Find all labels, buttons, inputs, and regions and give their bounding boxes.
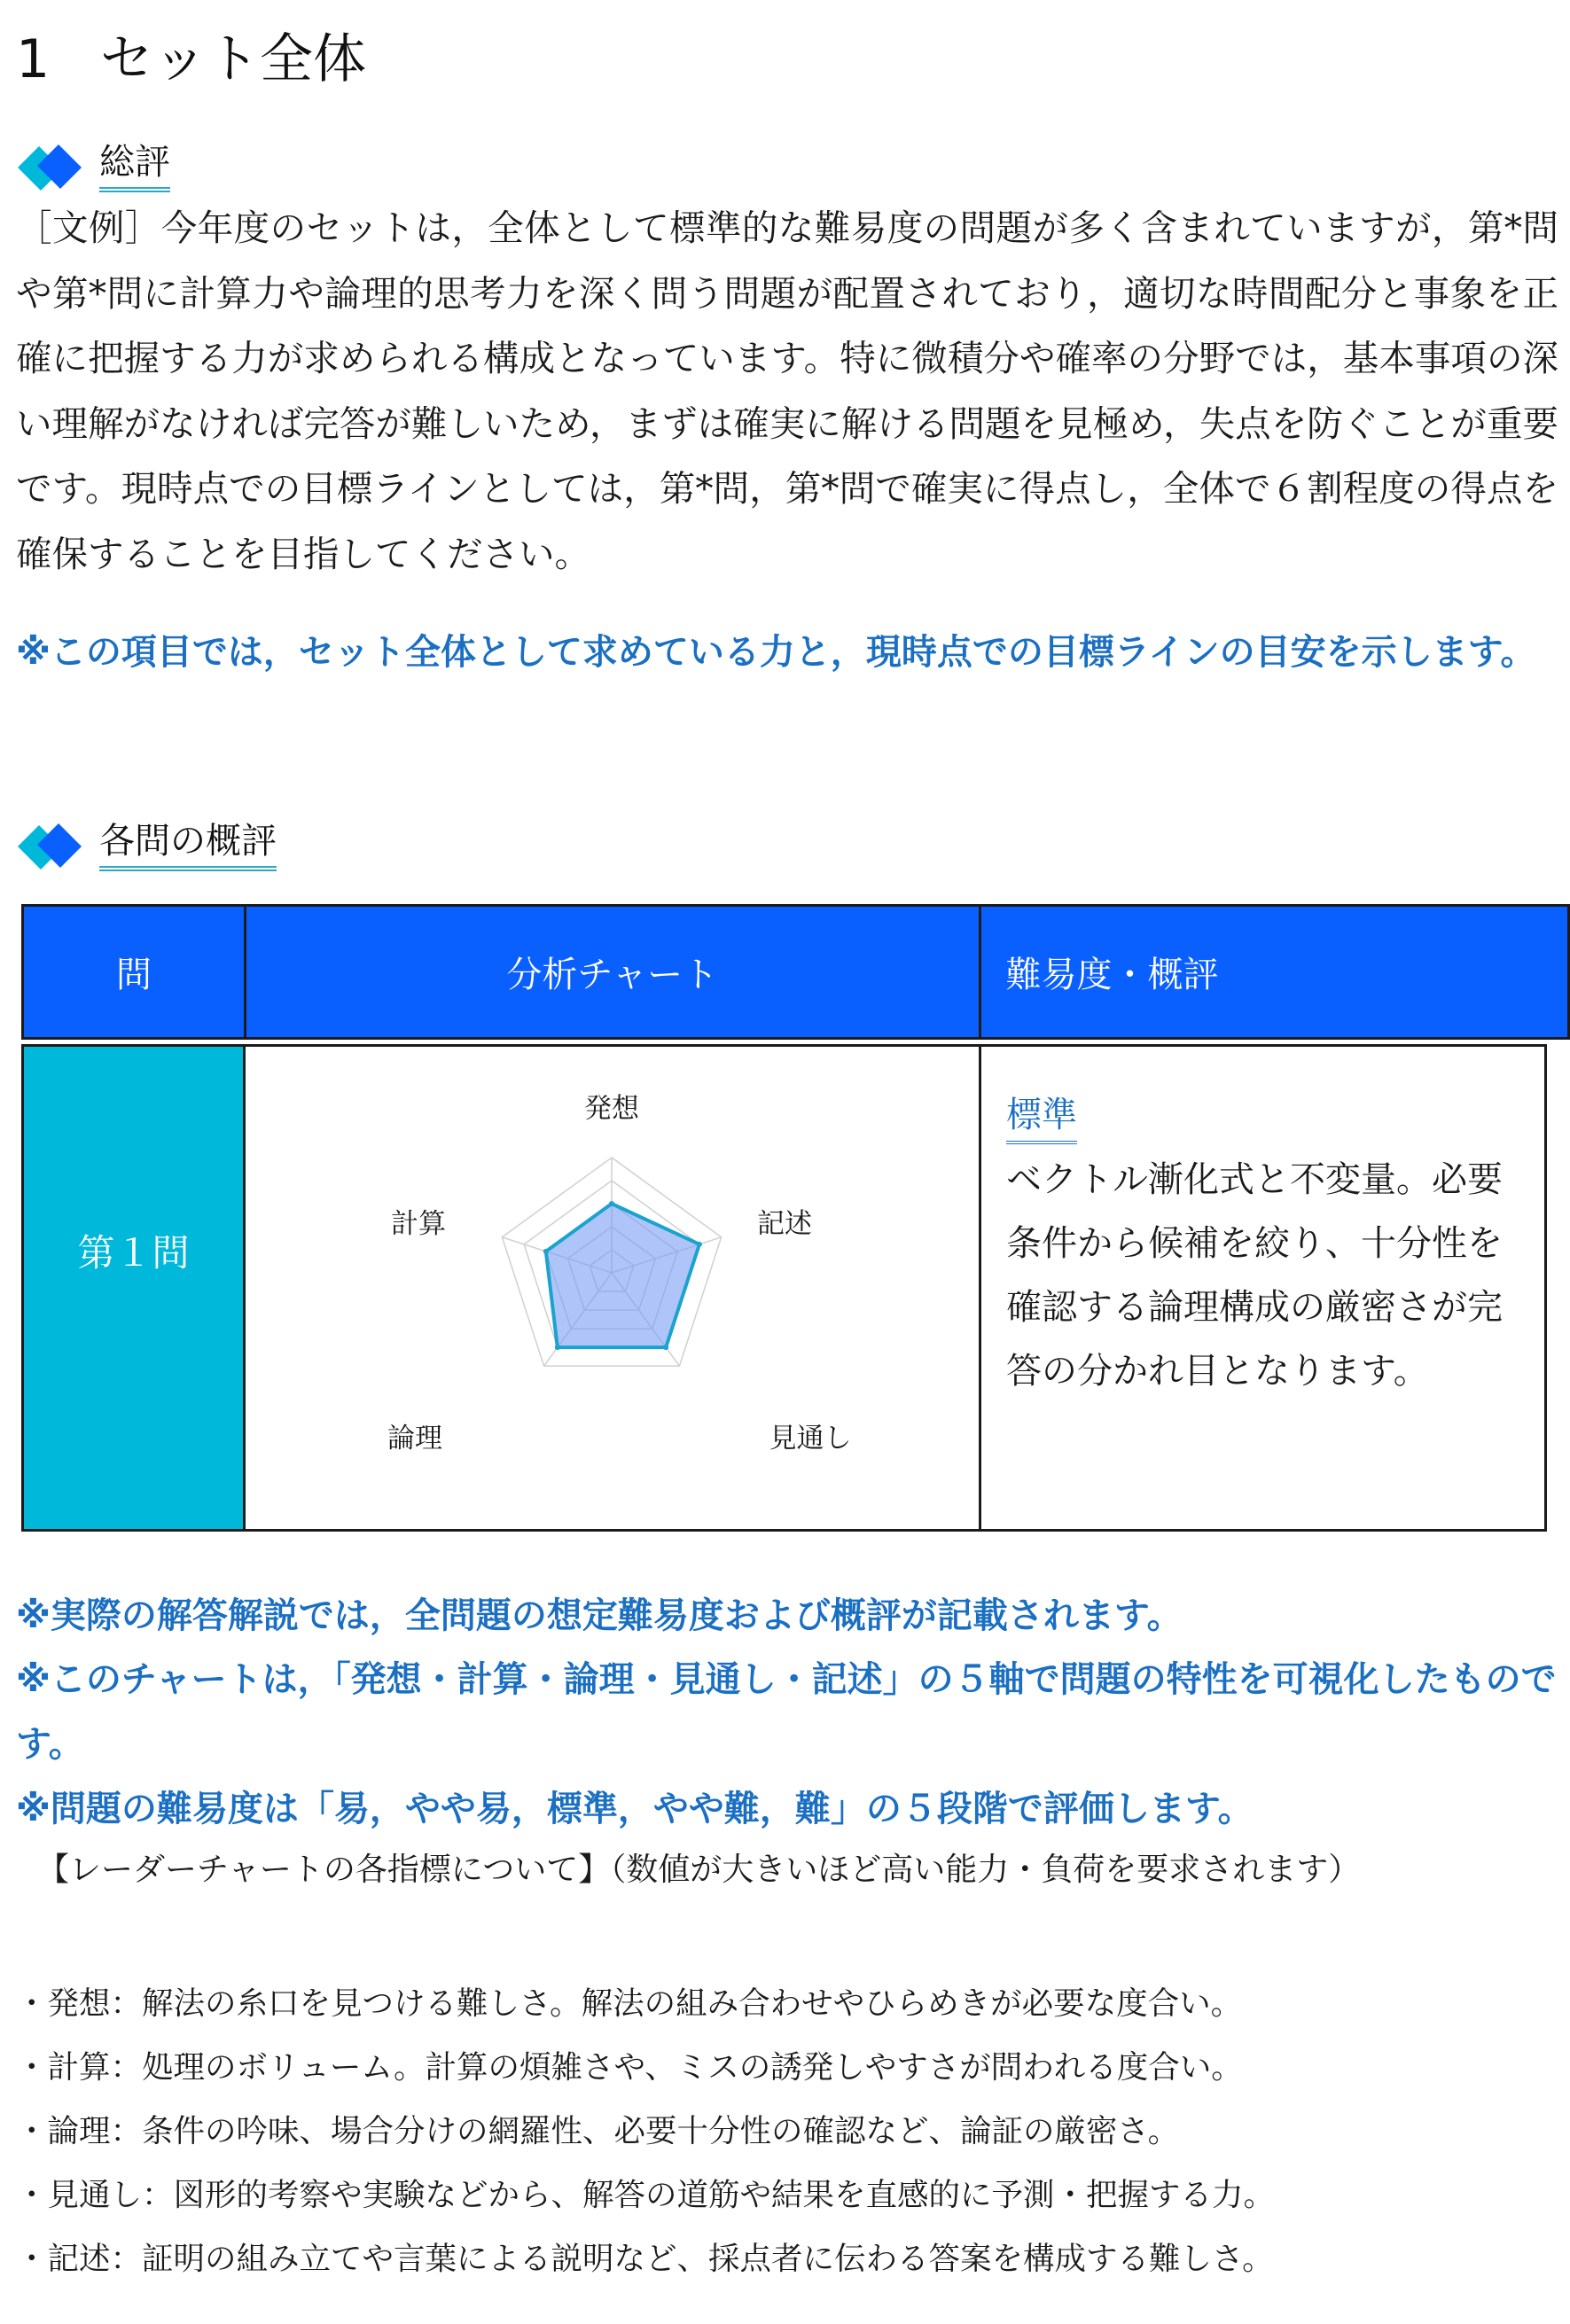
overview-heading-label: 各問の概評 bbox=[99, 818, 277, 871]
summary-body: ［文例］今年度のセットは，全体として標準的な難易度の問題が多く含まれていますが，第*問や第*問に計算力や論理的思考力を深く問う問題が配置されており，適切な時間配分と事象を正確に把握する力が求められる構成となっています。特に微積分や確率の分野では，基本事項の深い理解がなければ完答が難しいため，まずは確実に解ける問題を見極め，失点を防ぐことが重要です。現時点での目標ラインとしては，第*問，第*問で確実に得点し，全体で６割程度の得点を確保することを目指してください。 bbox=[16, 207, 1558, 575]
radar-axis-label: 記述 bbox=[757, 1208, 812, 1240]
difficulty-cell bbox=[980, 1046, 1546, 1531]
difficulty-level: 標準 bbox=[1006, 1089, 1077, 1144]
radar-axis-label: 見通し bbox=[769, 1423, 852, 1454]
list-item: ・発想：解法の糸口を見つける難しさ。解法の組み合わせやひらめきが必要な度合い。 bbox=[16, 1985, 1243, 2022]
radar-series-area bbox=[546, 1204, 699, 1347]
question-label: 第１問 bbox=[77, 1231, 190, 1275]
list-item: ・見通し：図形的考察や実験などから、解答の道筋や結果を直感的に予測・把握する力。 bbox=[16, 2177, 1276, 2213]
radar-axis-label: 発想 bbox=[584, 1093, 639, 1125]
note-3: ※問題の難易度は「易，やや易，標準，やや難，難」の５段階で評価します。 bbox=[16, 1789, 1254, 1829]
radar-chart bbox=[246, 1047, 979, 1525]
overview-heading bbox=[16, 814, 277, 876]
section-title bbox=[16, 19, 366, 99]
header-chart: 分析チャート bbox=[246, 906, 980, 1039]
radar-point-論理 bbox=[555, 1345, 560, 1350]
overview-table-body bbox=[21, 1044, 1547, 1532]
heading-parallelogram-icon bbox=[16, 139, 87, 192]
note-1: ※実際の解答解説では，全問題の想定難易度および概評が記載されます。 bbox=[16, 1595, 1183, 1636]
list-item: ・論理：条件の吟味、場合分けの網羅性、必要十分性の確認など、論証の厳密さ。 bbox=[16, 2113, 1180, 2149]
header-difficulty: 難易度・概評 bbox=[980, 906, 1569, 1039]
radar-point-発想 bbox=[609, 1201, 614, 1206]
note-2: ※このチャートは，「発想・計算・論理・見通し・記述」の５軸で問題の特性を可視化したものです。 bbox=[16, 1659, 1557, 1765]
heading-parallelogram-icon bbox=[16, 818, 87, 871]
radar-point-計算 bbox=[543, 1249, 549, 1254]
radar-point-見通し bbox=[663, 1345, 668, 1350]
question-cell bbox=[23, 1046, 245, 1531]
list-item: ・計算：処理のボリューム。計算の煩雑さや、ミスの誘発しやすさが問われる度合い。 bbox=[16, 2049, 1243, 2086]
header-question: 問 bbox=[23, 906, 246, 1039]
table-row bbox=[23, 1046, 1546, 1531]
overview-table-header bbox=[21, 904, 1570, 1040]
summary-heading bbox=[16, 135, 170, 197]
chart-cell bbox=[245, 1046, 980, 1531]
radar-axis-label: 論理 bbox=[387, 1423, 442, 1454]
legend-list bbox=[16, 1972, 1275, 2291]
list-item: ・記述：証明の組み立てや言葉による説明など、採点者に伝わる答案を構成する難しさ。 bbox=[16, 2241, 1274, 2277]
radar-point-記述 bbox=[697, 1242, 702, 1247]
summary-note: ※この項目では，セット全体として求めている力と，現時点での目標ラインの目安を示します。 bbox=[16, 632, 1536, 673]
difficulty-comment: ベクトル漸化式と不変量。必要条件から候補を絞り、十分性を確認する論理構成の厳密さが完答の分かれ目となります。 bbox=[1006, 1159, 1503, 1392]
radar-axis-label: 計算 bbox=[391, 1208, 446, 1240]
section-title-text: セット全体 bbox=[100, 28, 366, 90]
summary-heading-label: 総評 bbox=[99, 139, 170, 192]
legend-title: 【レーダーチャートの各指標について】（数値が大きいほど高い能力・負荷を要求されます） bbox=[37, 1852, 1361, 1888]
section-number: 1 bbox=[16, 28, 51, 90]
